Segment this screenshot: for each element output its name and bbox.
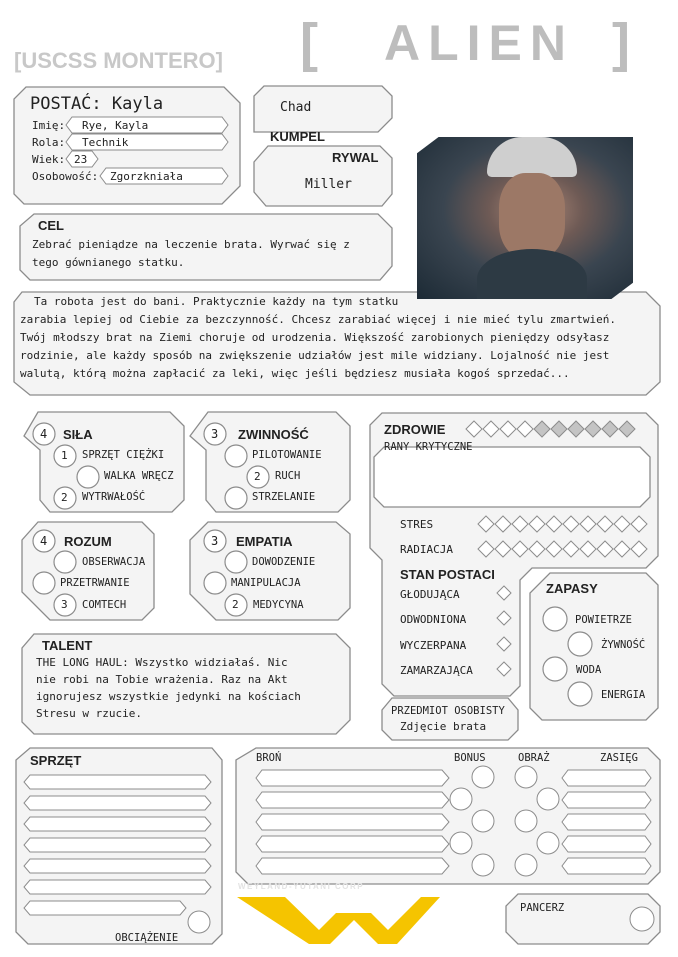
- condition-exhausted[interactable]: WYCZERPANA: [400, 639, 467, 652]
- personality-label: Osobowość:: [32, 170, 99, 183]
- supply-air-label: POWIETRZE: [575, 614, 632, 626]
- skill-comtech-label: COMTECH: [82, 599, 127, 611]
- description-line-2: zarabia lepiej od Ciebie za bezczynność. Chcesz zarabiać więcej i nie mieć tylu zmartwień.: [20, 313, 617, 326]
- damage-label: OBRAŻ: [518, 752, 550, 764]
- game-title: ALIEN: [384, 15, 574, 71]
- rival-field[interactable]: Miller: [305, 177, 352, 192]
- skill-mobility-label: RUCH: [275, 470, 301, 482]
- role-field[interactable]: Technik: [82, 136, 129, 149]
- skill-medical-aid-value[interactable]: 2: [232, 598, 239, 611]
- gear-label: SPRZĘT: [30, 753, 82, 768]
- skill-piloting-label: PILOTOWANIE: [252, 449, 322, 461]
- skill-mobility-value[interactable]: 2: [254, 470, 261, 483]
- condition-starving[interactable]: GŁODUJĄCA: [400, 588, 460, 601]
- wits-value[interactable]: 4: [40, 534, 48, 548]
- skill-medical-aid-label: MEDYCYNA: [253, 599, 304, 611]
- skill-manipulation-label: MANIPULACJA: [231, 577, 301, 589]
- condition-dehydrated[interactable]: ODWODNIONA: [400, 613, 467, 626]
- talent-line-1: THE LONG HAUL: Wszystko widziałaś. Nic: [36, 656, 288, 669]
- bonus-label: BONUS: [454, 752, 486, 764]
- description-line-1: Ta robota jest do bani. Praktycznie każdy na tym statku: [34, 295, 399, 308]
- skill-close-combat-label: WALKA WRĘCZ: [104, 470, 174, 482]
- name-label: Imię:: [32, 119, 66, 132]
- talent-line-3: ignorujesz wszystkie jedynki na kościach: [36, 690, 301, 703]
- role-label: Rola:: [32, 136, 66, 149]
- agility-label: ZWINNOŚĆ: [238, 427, 309, 442]
- critical-injuries-label: RANY KRYTYCZNE: [384, 441, 473, 453]
- empathy-value[interactable]: 3: [211, 534, 219, 548]
- empathy-label: EMPATIA: [236, 534, 293, 549]
- skill-command-label: DOWODZENIE: [252, 556, 316, 568]
- radiation-label: RADIACJA: [400, 543, 453, 556]
- agility-value[interactable]: 3: [211, 427, 219, 441]
- character-heading: POSTAĆ: Kayla: [30, 94, 164, 114]
- goal-line-1: Zebrać pieniądze na leczenie brata. Wyrwać się z: [32, 238, 350, 251]
- name-field[interactable]: Rye, Kayla: [82, 119, 149, 132]
- skill-stamina-value[interactable]: 2: [61, 491, 68, 504]
- personal-item-label: PRZEDMIOT OSOBISTY: [391, 705, 505, 717]
- condition-freezing[interactable]: ZAMARZAJĄCA: [400, 664, 473, 677]
- stress-label: STRES: [400, 518, 434, 531]
- personal-item-field[interactable]: Zdjęcie brata: [400, 720, 487, 733]
- strength-value[interactable]: 4: [40, 427, 48, 441]
- personality-field[interactable]: Zgorzkniała: [110, 170, 183, 183]
- age-label: Wiek:: [32, 153, 66, 166]
- bracket-left: [: [300, 13, 326, 73]
- description-line-4: rodzinie, ale każdy sposób na zwiększenie udziałów jest mile widziany. Lojalność nie jest: [20, 349, 610, 362]
- skill-heavy-machinery-value[interactable]: 1: [61, 449, 68, 462]
- ship-title: [USCSS MONTERO]: [14, 48, 223, 73]
- health-label: ZDROWIE: [384, 422, 446, 437]
- encumbrance-label: OBCIĄŻENIE: [115, 932, 179, 944]
- supplies-label: ZAPASY: [546, 581, 598, 596]
- character-portrait: [417, 137, 633, 299]
- weyland-yutani-logo: [237, 897, 440, 944]
- range-label: ZASIĘG: [600, 752, 638, 764]
- skill-heavy-machinery-label: SPRZĘT CIĘŻKI: [82, 449, 165, 461]
- bracket-right: ]: [612, 13, 638, 73]
- talent-line-4: Stresu w rzucie.: [36, 707, 142, 720]
- talent-label: TALENT: [42, 638, 93, 653]
- supply-power-label: ENERGIA: [601, 689, 646, 701]
- buddy-label: KUMPEL: [270, 129, 325, 144]
- strength-label: SIŁA: [63, 427, 93, 442]
- description-line-5: walutą, którą można zapłacić za leki, więc jeśli będziesz musiała kogoś sprzedać...: [20, 367, 570, 380]
- skill-survival-label: PRZETRWANIE: [60, 577, 130, 589]
- talent-line-2: nie robi na Tobie wrażenia. Raz na Akt: [36, 673, 288, 686]
- buddy-field[interactable]: Chad: [280, 100, 312, 115]
- supply-water-label: WODA: [576, 664, 602, 676]
- rival-label: RYWAL: [332, 150, 379, 165]
- skill-observation-label: OBSERWACJA: [82, 556, 146, 568]
- description-line-3: Twój młodszy brat na Ziemi choruje od urodzenia. Większość zarobionych pieniędzy odsyłasz: [20, 331, 610, 344]
- weapons-label: BROŃ: [256, 752, 282, 764]
- goal-label: CEL: [38, 218, 64, 233]
- supply-food-label: ŻYWNOŚĆ: [601, 639, 646, 651]
- goal-line-2: tego gównianego statku.: [32, 256, 185, 269]
- skill-ranged-combat-label: STRZELANIE: [252, 491, 316, 503]
- skill-comtech-value[interactable]: 3: [61, 598, 68, 611]
- skill-stamina-label: WYTRWAŁOŚĆ: [82, 491, 146, 503]
- wits-label: ROZUM: [64, 534, 112, 549]
- age-field[interactable]: 23: [74, 153, 88, 166]
- conditions-label: STAN POSTACI: [400, 567, 495, 582]
- weyland-yutani-wordmark: WEYLAND-YUTANI CORP: [238, 882, 365, 891]
- armor-label: PANCERZ: [520, 902, 565, 914]
